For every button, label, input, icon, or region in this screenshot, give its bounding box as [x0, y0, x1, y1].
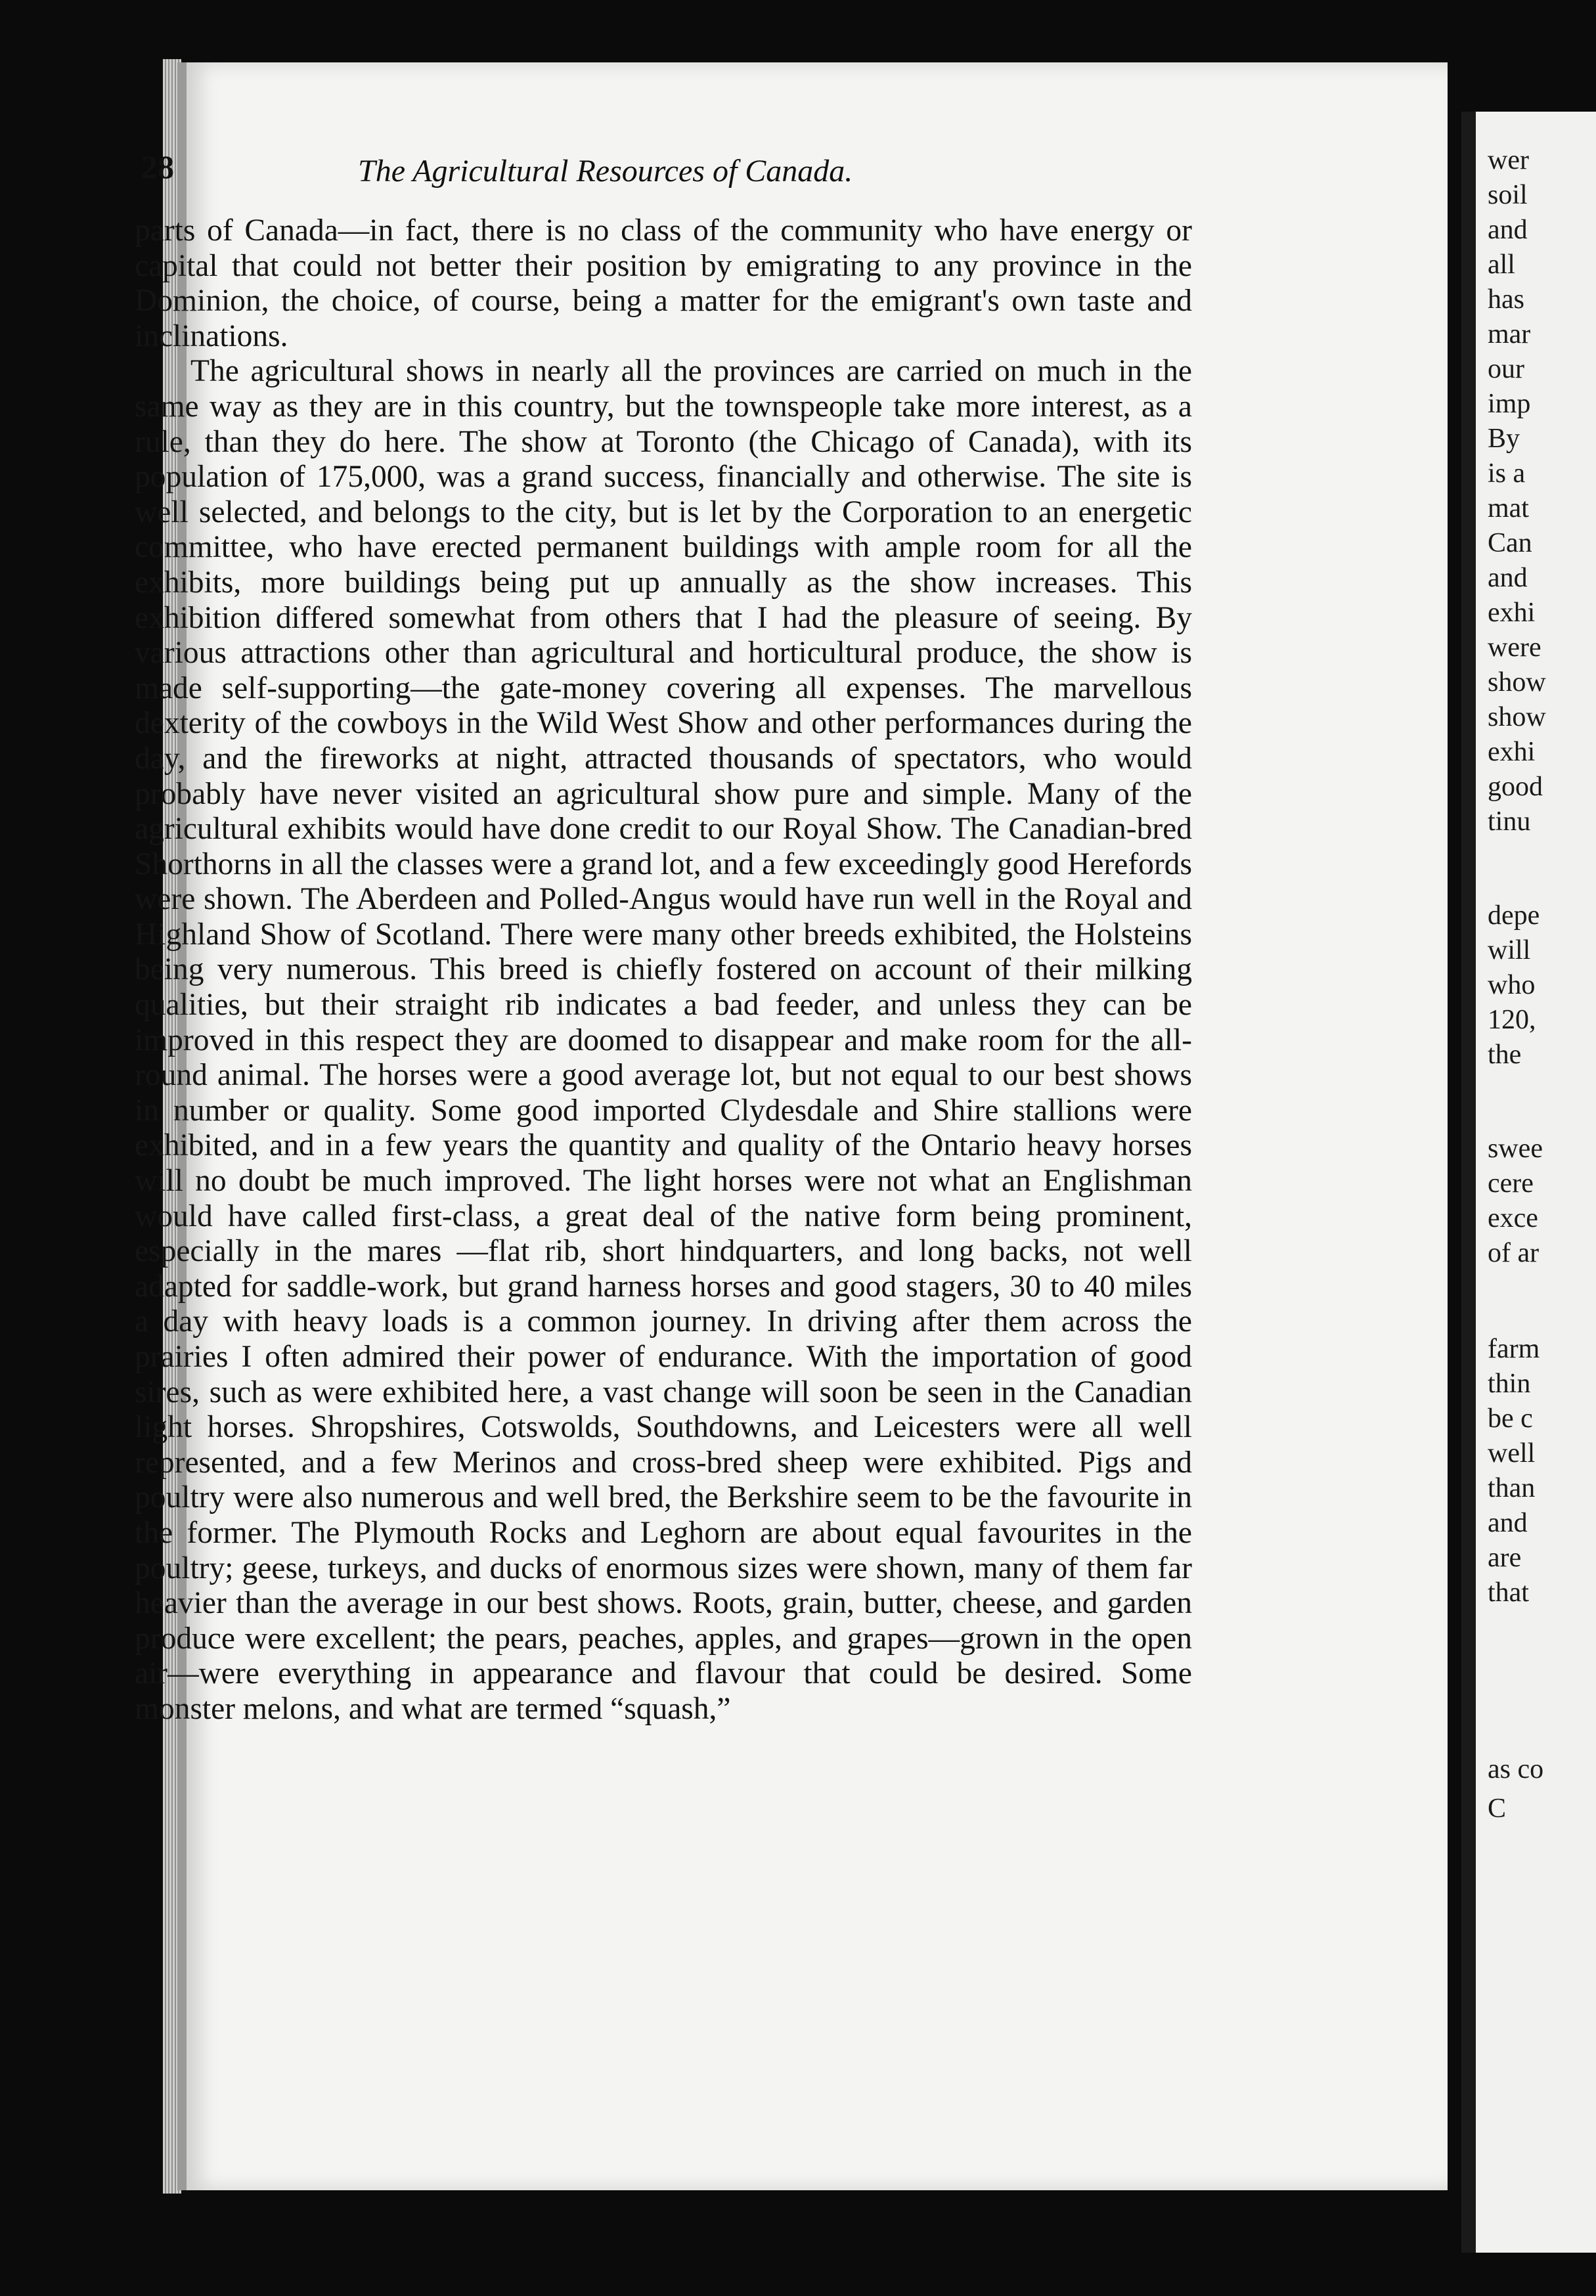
facing-page-fragment: has — [1488, 284, 1524, 315]
facing-page-fragment: of ar — [1488, 1238, 1540, 1268]
page-header — [141, 148, 1258, 200]
facing-page-fragment: who — [1488, 970, 1536, 1000]
body-text — [135, 213, 1192, 1727]
facing-page-fragment: cere — [1488, 1168, 1534, 1199]
facing-page-fragment: swee — [1488, 1134, 1543, 1164]
facing-page-fragment: that — [1488, 1578, 1529, 1608]
paragraph-continued: parts of Canada—in fact, there is no class of the community who have energy or capital that could not better their position by emigrating to any province in the Dominion, the choice, of course, being a matter for the emigrant's own taste and inclinations. — [135, 213, 1192, 353]
facing-page-fragment: well — [1488, 1438, 1536, 1468]
facing-page-fragment: and — [1488, 1508, 1528, 1538]
facing-page-fragment: mar — [1488, 319, 1531, 349]
facing-page-fragment: our — [1488, 354, 1524, 384]
facing-page — [1461, 112, 1596, 2253]
facing-page-fragment: is a — [1488, 458, 1526, 489]
facing-page-fragment: farm — [1488, 1334, 1540, 1364]
facing-page-fragment: be c — [1488, 1403, 1533, 1434]
facing-page-fragment: show — [1488, 667, 1546, 697]
facing-page-fragment: exhi — [1488, 737, 1536, 767]
facing-page-fragment: tinu — [1488, 806, 1531, 837]
facing-page-fragment: will — [1488, 935, 1531, 965]
facing-page-fragment: thin — [1488, 1369, 1531, 1399]
facing-page-fragment: depe — [1488, 900, 1540, 931]
facing-page-fragment: were — [1488, 632, 1541, 663]
running-title: The Agricultural Resources of Canada. — [358, 154, 853, 188]
facing-page-fragment: Can — [1488, 528, 1532, 558]
facing-page-fragment: soil — [1488, 180, 1528, 210]
facing-page-fragment: good — [1488, 772, 1543, 802]
facing-page-fragment: exhi — [1488, 598, 1536, 628]
facing-page-fragment: than — [1488, 1473, 1536, 1503]
facing-page-fragment: mat — [1488, 493, 1529, 523]
facing-page-fragment: and — [1488, 215, 1528, 245]
paragraph-agricultural-shows: The agricultural shows in nearly all the provinces are carried on much in the same way as they are in this country, but the townspeople take more interest, as a rule, than they do here. The show at Toronto (the Chicago of Canada), with its population of 175,000, was a grand success, financially and otherwise. The site is well selected, and belongs to the city, but is let by the Corporation to an energetic committee, who have erected permanent buildings with ample room for all the exhibits, more buildings being put up annually as the show increases. This exhibition differed somewhat from others that I had the pleasure of seeing. By various attractions other than agricultural and horticultural produce, the show is made self-supporting—the gate-money covering all expenses. The marvellous dexterity of the cowboys in the Wild West Show and other performances during the day, and the fireworks at night, attracted thousands of spectators, who would probably have never visited an agricultural show pure and simple. Many of the agricultural exhibits would have done credit to our Royal Show. The Canadian-bred Shorthorns in all the classes were a grand lot, and a few exceedingly good Herefords were shown. The Aberdeen and Polled-Angus would have run well in the Royal and Highland Show of Scotland. There were many other breeds exhibited, the Holsteins being very numerous. This breed is chiefly fostered on account of their milking qualities, but their straight rib indicates a bad feeder, and unless they can be improved in this respect they are doomed to disappear and make room for the all-round animal. The horses were a good average lot, but not equal to our best shows in number or quality. Some good imported Clydesdale and Shire stallions were exhibited, and in a few years the quantity and quality of the Ontario heavy horses will no doubt be much improved. The light horses were not what an Englishman would have called first-class, a great deal of the native form being prominent, especially in the mares —flat rib, short hindquarters, and long backs, not well adapted for saddle-work, but grand harness horses and good stagers, 30 to 40 miles a day with heavy loads is a common journey. In driving after them across the prairies I often admired their power of endurance. With the importation of good sires, such as were exhibited here, a vast change will soon be seen in the Canadian light horses. Shropshires, Cotswolds, Southdowns, and Leicesters were all well represented, and a few Merinos and cross-bred sheep were exhibited. Pigs and poultry were also numerous and well bred, the Berkshire seem to be the favourite in the former. The Plymouth Rocks and Leghorn are about equal favourites in the poultry; geese, turkeys, and ducks of enormous sizes were shown, many of them far heavier than the average in our best shows. Roots, grain, butter, cheese, and garden produce were excellent; the pears, peaches, apples, and grapes—grown in the open air—were everything in appearance and flavour that could be desired. Some monster melons, and what are termed “squash,” — [135, 354, 1192, 1726]
facing-page-fragment: all — [1488, 250, 1515, 280]
facing-page-fragment: the — [1488, 1040, 1522, 1070]
facing-page-fragment: By — [1488, 424, 1520, 454]
page-number: 28 — [141, 148, 174, 185]
facing-page-fragment: C — [1488, 1794, 1507, 1824]
facing-page-fragment: are — [1488, 1543, 1522, 1573]
facing-page-fragment: exce — [1488, 1203, 1538, 1233]
facing-page-fragment: 120, — [1488, 1005, 1536, 1035]
facing-page-fragment: imp — [1488, 389, 1531, 419]
facing-page-fragment: wer — [1488, 145, 1529, 175]
facing-page-fragment: show — [1488, 702, 1546, 732]
facing-page-fragment: as co — [1488, 1754, 1544, 1784]
facing-page-fragment: and — [1488, 563, 1528, 593]
